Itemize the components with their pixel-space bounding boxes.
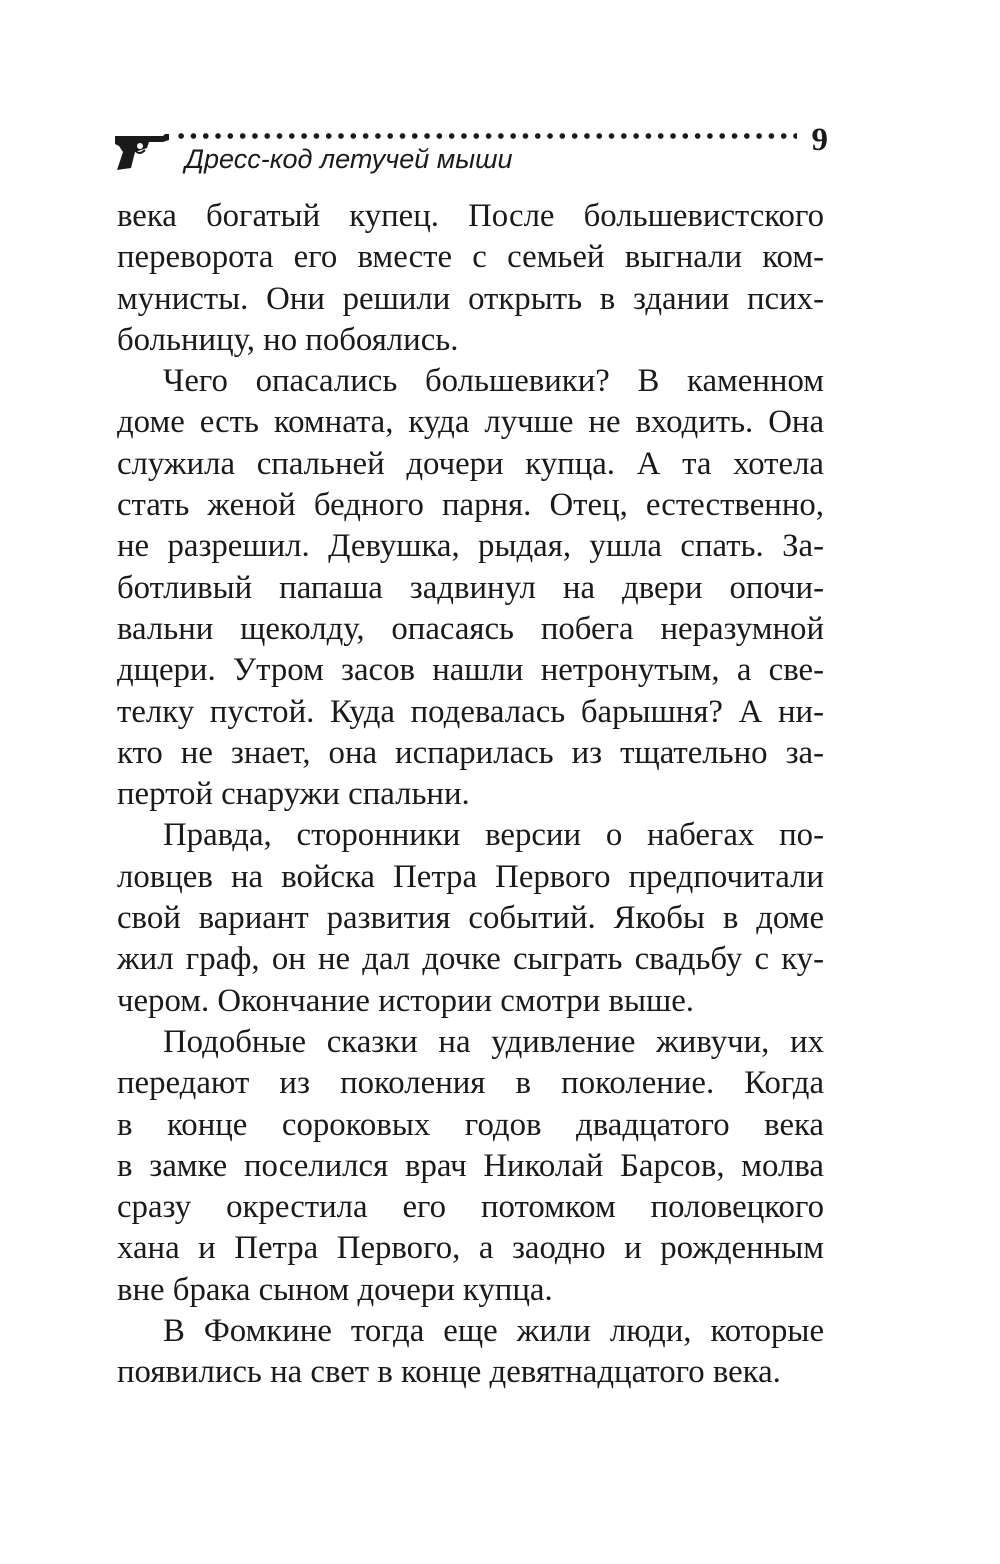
text-line: в замке поселился врач Николай Барсов, молва: [117, 1147, 824, 1184]
text-line: доме есть комната, куда лучше не входить. Она: [117, 404, 824, 441]
text-line: сразу окрестила его потомком половецкого: [117, 1189, 824, 1226]
text-line: переворота его вместе с семьей выгнали ком-: [117, 239, 824, 276]
text-line: века богатый купец. После большевистского: [117, 198, 824, 234]
text-line: ботливый папаша задвинул на двери опочи-: [117, 569, 824, 606]
text-line: кто не знает, она испарилась из тщательно за-: [117, 734, 824, 771]
text-line: не разрешил. Девушка, рыдая, ушла спать. За-: [117, 528, 824, 565]
running-header: [113, 118, 828, 188]
text-line: жил граф, он не дал дочке сыграть свадьбу с ку-: [117, 941, 824, 978]
text-line: служила спальней дочери купца. А та хотела: [117, 445, 824, 482]
text-line: свой вариант развития событий. Якобы в доме: [117, 900, 824, 937]
text-line: пертой снаружи спальни.: [117, 776, 470, 813]
running-title: Дресс-код летучей мыши: [185, 144, 513, 174]
text-line: В Фомкине тогда еще жили люди, которые: [163, 1313, 824, 1350]
text-line: Чего опасались большевики? В каменном: [163, 363, 824, 400]
paragraph: [117, 815, 824, 1021]
text-line: стать женой бедного парня. Отец, естественно,: [117, 487, 824, 524]
paragraph: [117, 1022, 824, 1311]
text-line: дщери. Утром засов нашли нетронутым, а све-: [117, 652, 824, 689]
paragraph: [117, 1311, 824, 1394]
text-line: Правда, сторонники версии о набегах по-: [163, 817, 824, 854]
text-line: хана и Петра Первого, а заодно и рожденным: [117, 1230, 824, 1267]
text-line: в конце сороковых годов двадцатого века: [117, 1106, 824, 1143]
text-line: мунисты. Они решили открыть в здании псих-: [117, 280, 824, 317]
text-line: передают из поколения в поколение. Когда: [117, 1065, 824, 1102]
text-line: вне брака сыном дочери купца.: [117, 1271, 553, 1308]
text-line: Подобные сказки на удивление живучи, их: [163, 1023, 824, 1060]
page-number: 9: [811, 122, 828, 158]
text-line: ловцев на войска Петра Первого предпочитали: [117, 858, 824, 895]
paragraph: [117, 196, 824, 361]
text-line: вальни щеколду, опасаясь побега неразумной: [117, 610, 824, 647]
body-text: [117, 196, 824, 1394]
text-line: появились на свет в конце девятнадцатого века.: [117, 1354, 781, 1391]
text-line: телку пустой. Куда подевалась барышня? А ни-: [117, 693, 824, 730]
text-line: чером. Окончание истории смотри выше.: [117, 982, 694, 1019]
text-line: больницу, но побоялись.: [117, 321, 459, 358]
dotted-rule: [175, 132, 797, 140]
revolver-icon: [113, 130, 177, 174]
paragraph: [117, 361, 824, 815]
